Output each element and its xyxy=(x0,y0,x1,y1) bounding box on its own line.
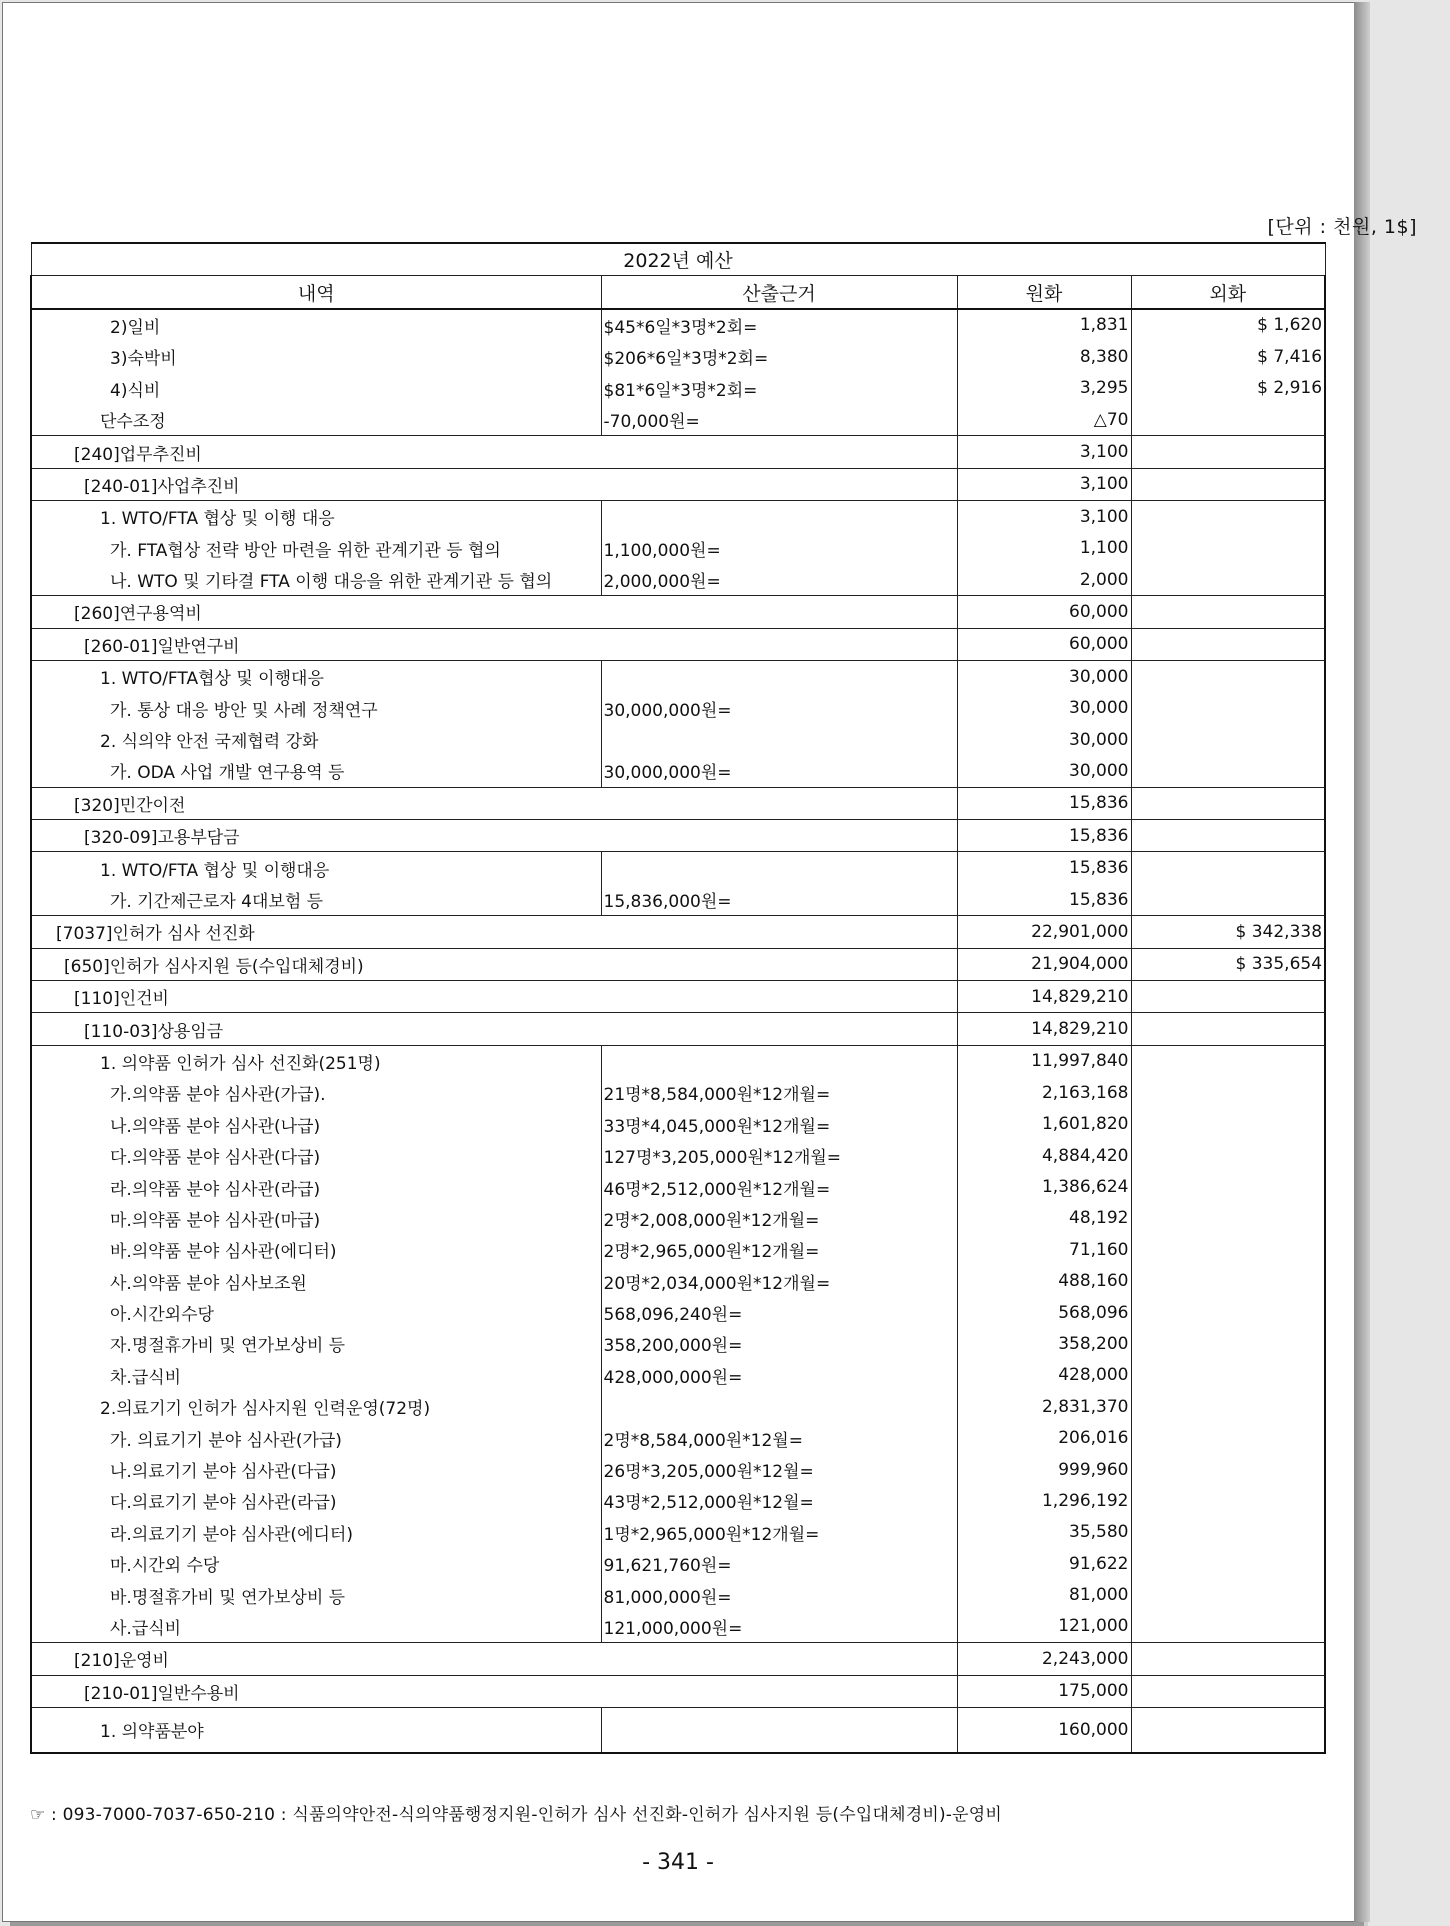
table-row xyxy=(31,628,1325,660)
row-fx-amount: $ 342,338 xyxy=(1131,916,1325,948)
row-fx-amount: $ 2,916 xyxy=(1131,373,1325,404)
row-calculation-basis xyxy=(601,1045,957,1077)
row-fx-amount xyxy=(1131,1171,1325,1202)
row-fx-amount: $ 1,620 xyxy=(1131,309,1325,341)
row-fx-amount xyxy=(1131,1707,1325,1753)
row-calculation-basis: 1,100,000원= xyxy=(601,533,957,564)
row-calculation-basis: 26명*3,205,000원*12월= xyxy=(601,1454,957,1485)
row-item-label: 차.급식비 xyxy=(31,1360,601,1391)
row-fx-amount xyxy=(1131,1297,1325,1328)
row-krw-amount: 15,836 xyxy=(957,852,1131,884)
row-item-label: 바.의약품 분야 심사관(에디터) xyxy=(31,1234,601,1265)
row-item-label: 가. 의료기기 분야 심사관(가급) xyxy=(31,1422,601,1453)
table-row xyxy=(31,564,1325,596)
row-calculation-basis: 127명*3,205,000원*12개월= xyxy=(601,1140,957,1171)
row-fx-amount xyxy=(1131,755,1325,787)
row-fx-amount xyxy=(1131,1360,1325,1391)
row-calculation-basis: 43명*2,512,000원*12월= xyxy=(601,1485,957,1516)
row-krw-amount: 1,601,820 xyxy=(957,1109,1131,1140)
row-krw-amount: 30,000 xyxy=(957,724,1131,755)
row-item-label: 단수조정 xyxy=(31,404,601,436)
row-fx-amount xyxy=(1131,980,1325,1012)
row-krw-amount: 2,000 xyxy=(957,564,1131,596)
row-fx-amount xyxy=(1131,1517,1325,1548)
row-calculation-basis: 568,096,240원= xyxy=(601,1297,957,1328)
row-fx-amount xyxy=(1131,1203,1325,1234)
row-calculation-basis: $45*6일*3명*2회= xyxy=(601,309,957,341)
row-item-label: 가.의약품 분야 심사관(가급). xyxy=(31,1077,601,1108)
row-calculation-basis: 121,000,000원= xyxy=(601,1611,957,1643)
row-item-label: 2.의료기기 인허가 심사지원 인력운영(72명) xyxy=(31,1391,601,1422)
table-row xyxy=(31,916,1325,948)
table-row xyxy=(31,1045,1325,1077)
row-item-label: 바.명절휴가비 및 연가보상비 등 xyxy=(31,1579,601,1610)
row-fx-amount xyxy=(1131,1485,1325,1516)
row-fx-amount: $ 335,654 xyxy=(1131,948,1325,980)
budget-table xyxy=(30,242,1326,1754)
row-item-label: 라.의료기기 분야 심사관(에디터) xyxy=(31,1517,601,1548)
row-krw-amount: 48,192 xyxy=(957,1203,1131,1234)
table-row xyxy=(31,1171,1325,1202)
page-number: - 341 - xyxy=(642,1850,714,1875)
row-calculation-basis xyxy=(601,501,957,533)
row-calculation-basis: 2,000,000원= xyxy=(601,564,957,596)
row-krw-amount: 35,580 xyxy=(957,1517,1131,1548)
table-row xyxy=(31,661,1325,693)
table-row xyxy=(31,1013,1325,1045)
table-row xyxy=(31,1422,1325,1453)
table-row xyxy=(31,820,1325,852)
row-item-label: [240-01]사업추진비 xyxy=(31,468,957,500)
row-fx-amount xyxy=(1131,820,1325,852)
row-fx-amount xyxy=(1131,1328,1325,1359)
row-item-label: 마.의약품 분야 심사관(마급) xyxy=(31,1203,601,1234)
unit-note: [단위 : 천원, 1$] xyxy=(1267,216,1417,238)
row-krw-amount: 2,163,168 xyxy=(957,1077,1131,1108)
row-fx-amount xyxy=(1131,1109,1325,1140)
row-item-label: [650]인허가 심사지원 등(수입대체경비) xyxy=(31,948,957,980)
row-fx-amount xyxy=(1131,404,1325,436)
table-row xyxy=(31,1203,1325,1234)
row-krw-amount: 1,831 xyxy=(957,309,1131,341)
row-krw-amount: 8,380 xyxy=(957,341,1131,372)
row-fx-amount xyxy=(1131,724,1325,755)
row-calculation-basis: 2명*8,584,000원*12월= xyxy=(601,1422,957,1453)
row-item-label: 4)식비 xyxy=(31,373,601,404)
row-calculation-basis: $81*6일*3명*2회= xyxy=(601,373,957,404)
row-krw-amount: 11,997,840 xyxy=(957,1045,1131,1077)
table-row xyxy=(31,787,1325,819)
row-calculation-basis: 1명*2,965,000원*12개월= xyxy=(601,1517,957,1548)
table-row xyxy=(31,1109,1325,1140)
row-item-label: 아.시간외수당 xyxy=(31,1297,601,1328)
row-fx-amount: $ 7,416 xyxy=(1131,341,1325,372)
row-krw-amount: 568,096 xyxy=(957,1297,1131,1328)
row-item-label: 가. FTA협상 전략 방안 마련을 위한 관계기관 등 협의 xyxy=(31,533,601,564)
table-row xyxy=(31,1234,1325,1265)
row-krw-amount: 60,000 xyxy=(957,596,1131,628)
row-krw-amount: 30,000 xyxy=(957,661,1131,693)
row-calculation-basis xyxy=(601,724,957,755)
row-krw-amount: 81,000 xyxy=(957,1579,1131,1610)
row-item-label: [320]민간이전 xyxy=(31,787,957,819)
table-row xyxy=(31,309,1325,341)
row-calculation-basis xyxy=(601,852,957,884)
row-krw-amount: 999,960 xyxy=(957,1454,1131,1485)
row-krw-amount: 1,100 xyxy=(957,533,1131,564)
row-krw-amount: 14,829,210 xyxy=(957,1013,1131,1045)
page-edge-shadow xyxy=(1354,2,1370,1922)
row-krw-amount: 3,100 xyxy=(957,436,1131,468)
row-fx-amount xyxy=(1131,1013,1325,1045)
row-item-label: 자.명절휴가비 및 연가보상비 등 xyxy=(31,1328,601,1359)
row-krw-amount: 3,295 xyxy=(957,373,1131,404)
row-fx-amount xyxy=(1131,1422,1325,1453)
row-fx-amount xyxy=(1131,468,1325,500)
budget-year-header: 2022년 예산 xyxy=(31,243,1325,276)
row-item-label: 나.의료기기 분야 심사관(다급) xyxy=(31,1454,601,1485)
row-fx-amount xyxy=(1131,1077,1325,1108)
table-row xyxy=(31,1360,1325,1391)
table-row xyxy=(31,1548,1325,1579)
row-item-label: 3)숙박비 xyxy=(31,341,601,372)
row-krw-amount: 488,160 xyxy=(957,1266,1131,1297)
row-fx-amount xyxy=(1131,628,1325,660)
row-fx-amount xyxy=(1131,852,1325,884)
row-fx-amount xyxy=(1131,787,1325,819)
row-krw-amount: 71,160 xyxy=(957,1234,1131,1265)
row-krw-amount: 60,000 xyxy=(957,628,1131,660)
row-calculation-basis xyxy=(601,1391,957,1422)
row-item-label: 라.의약품 분야 심사관(라급) xyxy=(31,1171,601,1202)
row-fx-amount xyxy=(1131,533,1325,564)
row-calculation-basis: 2명*2,008,000원*12개월= xyxy=(601,1203,957,1234)
row-krw-amount: 14,829,210 xyxy=(957,980,1131,1012)
row-krw-amount: 30,000 xyxy=(957,755,1131,787)
table-row xyxy=(31,1454,1325,1485)
row-calculation-basis: 46명*2,512,000원*12개월= xyxy=(601,1171,957,1202)
table-row xyxy=(31,596,1325,628)
row-item-label: 1. 의약품분야 xyxy=(31,1707,601,1753)
row-fx-amount xyxy=(1131,1643,1325,1675)
row-krw-amount: 15,836 xyxy=(957,884,1131,916)
row-krw-amount: 91,622 xyxy=(957,1548,1131,1579)
row-fx-amount xyxy=(1131,436,1325,468)
row-krw-amount: 21,904,000 xyxy=(957,948,1131,980)
table-row xyxy=(31,1391,1325,1422)
table-row xyxy=(31,1707,1325,1753)
table-row xyxy=(31,980,1325,1012)
row-fx-amount xyxy=(1131,1579,1325,1610)
row-calculation-basis: 428,000,000원= xyxy=(601,1360,957,1391)
row-calculation-basis: 21명*8,584,000원*12개월= xyxy=(601,1077,957,1108)
row-item-label: 나. WTO 및 기타결 FTA 이행 대응을 위한 관계기관 등 협의 xyxy=(31,564,601,596)
row-calculation-basis: 30,000,000원= xyxy=(601,755,957,787)
table-row xyxy=(31,468,1325,500)
table-row xyxy=(31,501,1325,533)
column-header-item: 내역 xyxy=(31,276,601,309)
table-row xyxy=(31,341,1325,372)
row-item-label: 가. 기간제근로자 4대보험 등 xyxy=(31,884,601,916)
row-krw-amount: 30,000 xyxy=(957,692,1131,723)
row-item-label: 1. WTO/FTA협상 및 이행대응 xyxy=(31,661,601,693)
row-fx-amount xyxy=(1131,1675,1325,1707)
row-krw-amount: 2,831,370 xyxy=(957,1391,1131,1422)
row-krw-amount: 1,296,192 xyxy=(957,1485,1131,1516)
table-row xyxy=(31,692,1325,723)
table-row xyxy=(31,1643,1325,1675)
row-item-label: 가. 통상 대응 방안 및 사례 정책연구 xyxy=(31,692,601,723)
column-header-basis: 산출근거 xyxy=(601,276,957,309)
row-item-label: 사.의약품 분야 심사보조원 xyxy=(31,1266,601,1297)
table-row xyxy=(31,1517,1325,1548)
row-calculation-basis: $206*6일*3명*2회= xyxy=(601,341,957,372)
table-row xyxy=(31,1297,1325,1328)
row-calculation-basis: 358,200,000원= xyxy=(601,1328,957,1359)
row-fx-amount xyxy=(1131,1234,1325,1265)
row-calculation-basis: 15,836,000원= xyxy=(601,884,957,916)
table-row xyxy=(31,1328,1325,1359)
row-calculation-basis: 81,000,000원= xyxy=(601,1579,957,1610)
row-item-label: 다.의약품 분야 심사관(다급) xyxy=(31,1140,601,1171)
table-row xyxy=(31,948,1325,980)
row-krw-amount: 2,243,000 xyxy=(957,1643,1131,1675)
table-row xyxy=(31,404,1325,436)
row-calculation-basis: 20명*2,034,000원*12개월= xyxy=(601,1266,957,1297)
row-calculation-basis: 30,000,000원= xyxy=(601,692,957,723)
row-item-label: 2)일비 xyxy=(31,309,601,341)
row-fx-amount xyxy=(1131,596,1325,628)
row-fx-amount xyxy=(1131,692,1325,723)
row-fx-amount xyxy=(1131,1140,1325,1171)
row-krw-amount: 4,884,420 xyxy=(957,1140,1131,1171)
row-item-label: [320-09]고용부담금 xyxy=(31,820,957,852)
row-krw-amount: 175,000 xyxy=(957,1675,1131,1707)
table-row xyxy=(31,755,1325,787)
row-krw-amount: 22,901,000 xyxy=(957,916,1131,948)
row-item-label: [260]연구용역비 xyxy=(31,596,957,628)
row-krw-amount: 15,836 xyxy=(957,787,1131,819)
table-row xyxy=(31,1611,1325,1643)
column-header-krw: 원화 xyxy=(957,276,1131,309)
row-item-label: 사.급식비 xyxy=(31,1611,601,1643)
row-fx-amount xyxy=(1131,1266,1325,1297)
table-row xyxy=(31,436,1325,468)
table-row xyxy=(31,884,1325,916)
row-item-label: [260-01]일반연구비 xyxy=(31,628,957,660)
row-krw-amount: △70 xyxy=(957,404,1131,436)
row-item-label: 가. ODA 사업 개발 연구용역 등 xyxy=(31,755,601,787)
row-calculation-basis: 33명*4,045,000원*12개월= xyxy=(601,1109,957,1140)
row-item-label: [210]운영비 xyxy=(31,1643,957,1675)
row-krw-amount: 206,016 xyxy=(957,1422,1131,1453)
table-row xyxy=(31,1140,1325,1171)
row-fx-amount xyxy=(1131,501,1325,533)
row-item-label: [7037]인허가 심사 선진화 xyxy=(31,916,957,948)
table-row xyxy=(31,852,1325,884)
row-item-label: 나.의약품 분야 심사관(나급) xyxy=(31,1109,601,1140)
row-fx-amount xyxy=(1131,1391,1325,1422)
table-row xyxy=(31,1579,1325,1610)
account-code-footnote: ☞ : 093-7000-7037-650-210 : 식품의약안전-식의약품행정지원-인허가 심사 선진화-인허가 심사지원 등(수입대체경비)-운영비 xyxy=(30,1805,1002,1825)
row-krw-amount: 428,000 xyxy=(957,1360,1131,1391)
row-calculation-basis xyxy=(601,661,957,693)
table-row xyxy=(31,1485,1325,1516)
row-calculation-basis: 2명*2,965,000원*12개월= xyxy=(601,1234,957,1265)
table-row xyxy=(31,724,1325,755)
table-row xyxy=(31,1077,1325,1108)
row-calculation-basis xyxy=(601,1707,957,1753)
row-item-label: 다.의료기기 분야 심사관(라급) xyxy=(31,1485,601,1516)
row-item-label: 1. 의약품 인허가 심사 선진화(251명) xyxy=(31,1045,601,1077)
row-item-label: [240]업무추진비 xyxy=(31,436,957,468)
row-calculation-basis: -70,000원= xyxy=(601,404,957,436)
row-fx-amount xyxy=(1131,1611,1325,1643)
row-fx-amount xyxy=(1131,564,1325,596)
row-calculation-basis: 91,621,760원= xyxy=(601,1548,957,1579)
table-row xyxy=(31,373,1325,404)
column-header-fx: 외화 xyxy=(1131,276,1325,309)
row-item-label: 1. WTO/FTA 협상 및 이행대응 xyxy=(31,852,601,884)
row-krw-amount: 3,100 xyxy=(957,468,1131,500)
row-fx-amount xyxy=(1131,1045,1325,1077)
table-row xyxy=(31,533,1325,564)
row-fx-amount xyxy=(1131,1454,1325,1485)
row-krw-amount: 15,836 xyxy=(957,820,1131,852)
row-item-label: 1. WTO/FTA 협상 및 이행 대응 xyxy=(31,501,601,533)
row-fx-amount xyxy=(1131,661,1325,693)
row-fx-amount xyxy=(1131,884,1325,916)
row-item-label: [110-03]상용임금 xyxy=(31,1013,957,1045)
row-krw-amount: 121,000 xyxy=(957,1611,1131,1643)
row-krw-amount: 160,000 xyxy=(957,1707,1131,1753)
row-item-label: [110]인건비 xyxy=(31,980,957,1012)
row-krw-amount: 358,200 xyxy=(957,1328,1131,1359)
table-row xyxy=(31,1266,1325,1297)
row-krw-amount: 1,386,624 xyxy=(957,1171,1131,1202)
row-item-label: [210-01]일반수용비 xyxy=(31,1675,957,1707)
row-item-label: 2. 식의약 안전 국제협력 강화 xyxy=(31,724,601,755)
row-item-label: 마.시간외 수당 xyxy=(31,1548,601,1579)
row-krw-amount: 3,100 xyxy=(957,501,1131,533)
row-fx-amount xyxy=(1131,1548,1325,1579)
table-row xyxy=(31,1675,1325,1707)
